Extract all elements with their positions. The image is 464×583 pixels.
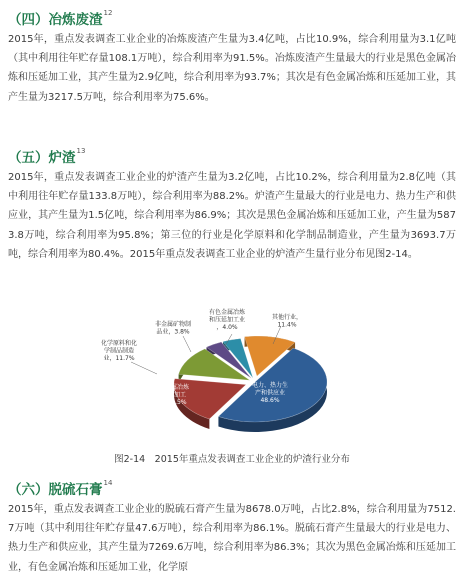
furnace-slag-industry-pie-chart (95, 304, 385, 446)
section-title: （四）冶炼废渣 (8, 12, 103, 28)
pie-leader-line (131, 362, 157, 374)
footnote-ref: 14 (103, 479, 113, 487)
pie-leader-line (183, 336, 191, 352)
paragraph-desulfurization-gypsum: 2015年，重点发表调查工业企业的脱硫石膏产生量为8678.0万吨，占比2.8%，综合利用量为7512.7万吨（其中利用往年贮存量47.6万吨），综合利用率为86.1%。脱硫石膏产生量最大的行业是电力、热力生产和供应业，其产生量为7269.6万吨，综合利用率为86.3%；其次为黑色金属冶炼和压延加工业，有色金属冶炼和压延加工业，化学原 (8, 504, 456, 573)
section-title: （五）炉渣 (8, 150, 76, 166)
figure-caption: 图2-14 2015年重点发表调查工业企业的炉渣行业分布 (114, 454, 350, 465)
section-heading-desulfurization-gypsum (8, 478, 112, 498)
pie-data-label: 有色金属冶炼和压延加工业，4.0% (208, 309, 246, 331)
pie-data-label: 化学原料和化学制品制造业，11.7% (100, 340, 138, 362)
footnote-ref: 13 (76, 147, 86, 155)
pie-data-label: 其他行业， 11.4% (271, 314, 303, 329)
section-heading-smelting-slag (8, 8, 112, 28)
pie-data-label: 电力、热力生产和供应业 48.6% (251, 382, 289, 404)
pie-data-label: 黑色金属冶炼和压延加工业，18.5% (152, 384, 190, 406)
paragraph-furnace-slag: 2015年，重点发表调查工业企业的炉渣产生量为3.2亿吨，占比10.2%，综合利用量为2.8亿吨（其中利用往年贮存量133.8万吨），综合利用率为88.2%。炉渣产生量最大的行业是电力、热力生产和供应业，其产生量为1.5亿吨，综合利用率为86.9%；其次是黑色金属冶炼和压延加工业，产生量为5873.8万吨，综合利用率为95.8%；第三位的行业是化学原料和化学制品制造业，产生量为3693.7万吨，综合利用率为80.4%。2015年重点发表调查工业企业的炉渣产生量行业分布见图2-14。 (8, 172, 456, 260)
paragraph-smelting-slag: 2015年，重点发表调查工业企业的冶炼废渣产生量为3.4亿吨，占比10.9%，综合利用量为3.1亿吨（其中利用往年贮存量108.1万吨），综合利用率为91.5%。冶炼废渣产生量最大的行业是黑色金属冶炼和压延加工业，其产生量为2.9亿吨，综合利用率为93.7%；其次是有色金属冶炼和压延加工业，其产生量为3217.5万吨，综合利用率为75.6%。 (8, 34, 456, 103)
footnote-ref: 12 (103, 9, 113, 17)
pie-data-label: 非金属矿物制品业，3.8% (154, 321, 192, 336)
section-heading-furnace-slag (8, 146, 85, 166)
section-title: （六）脱硫石膏 (8, 482, 103, 498)
